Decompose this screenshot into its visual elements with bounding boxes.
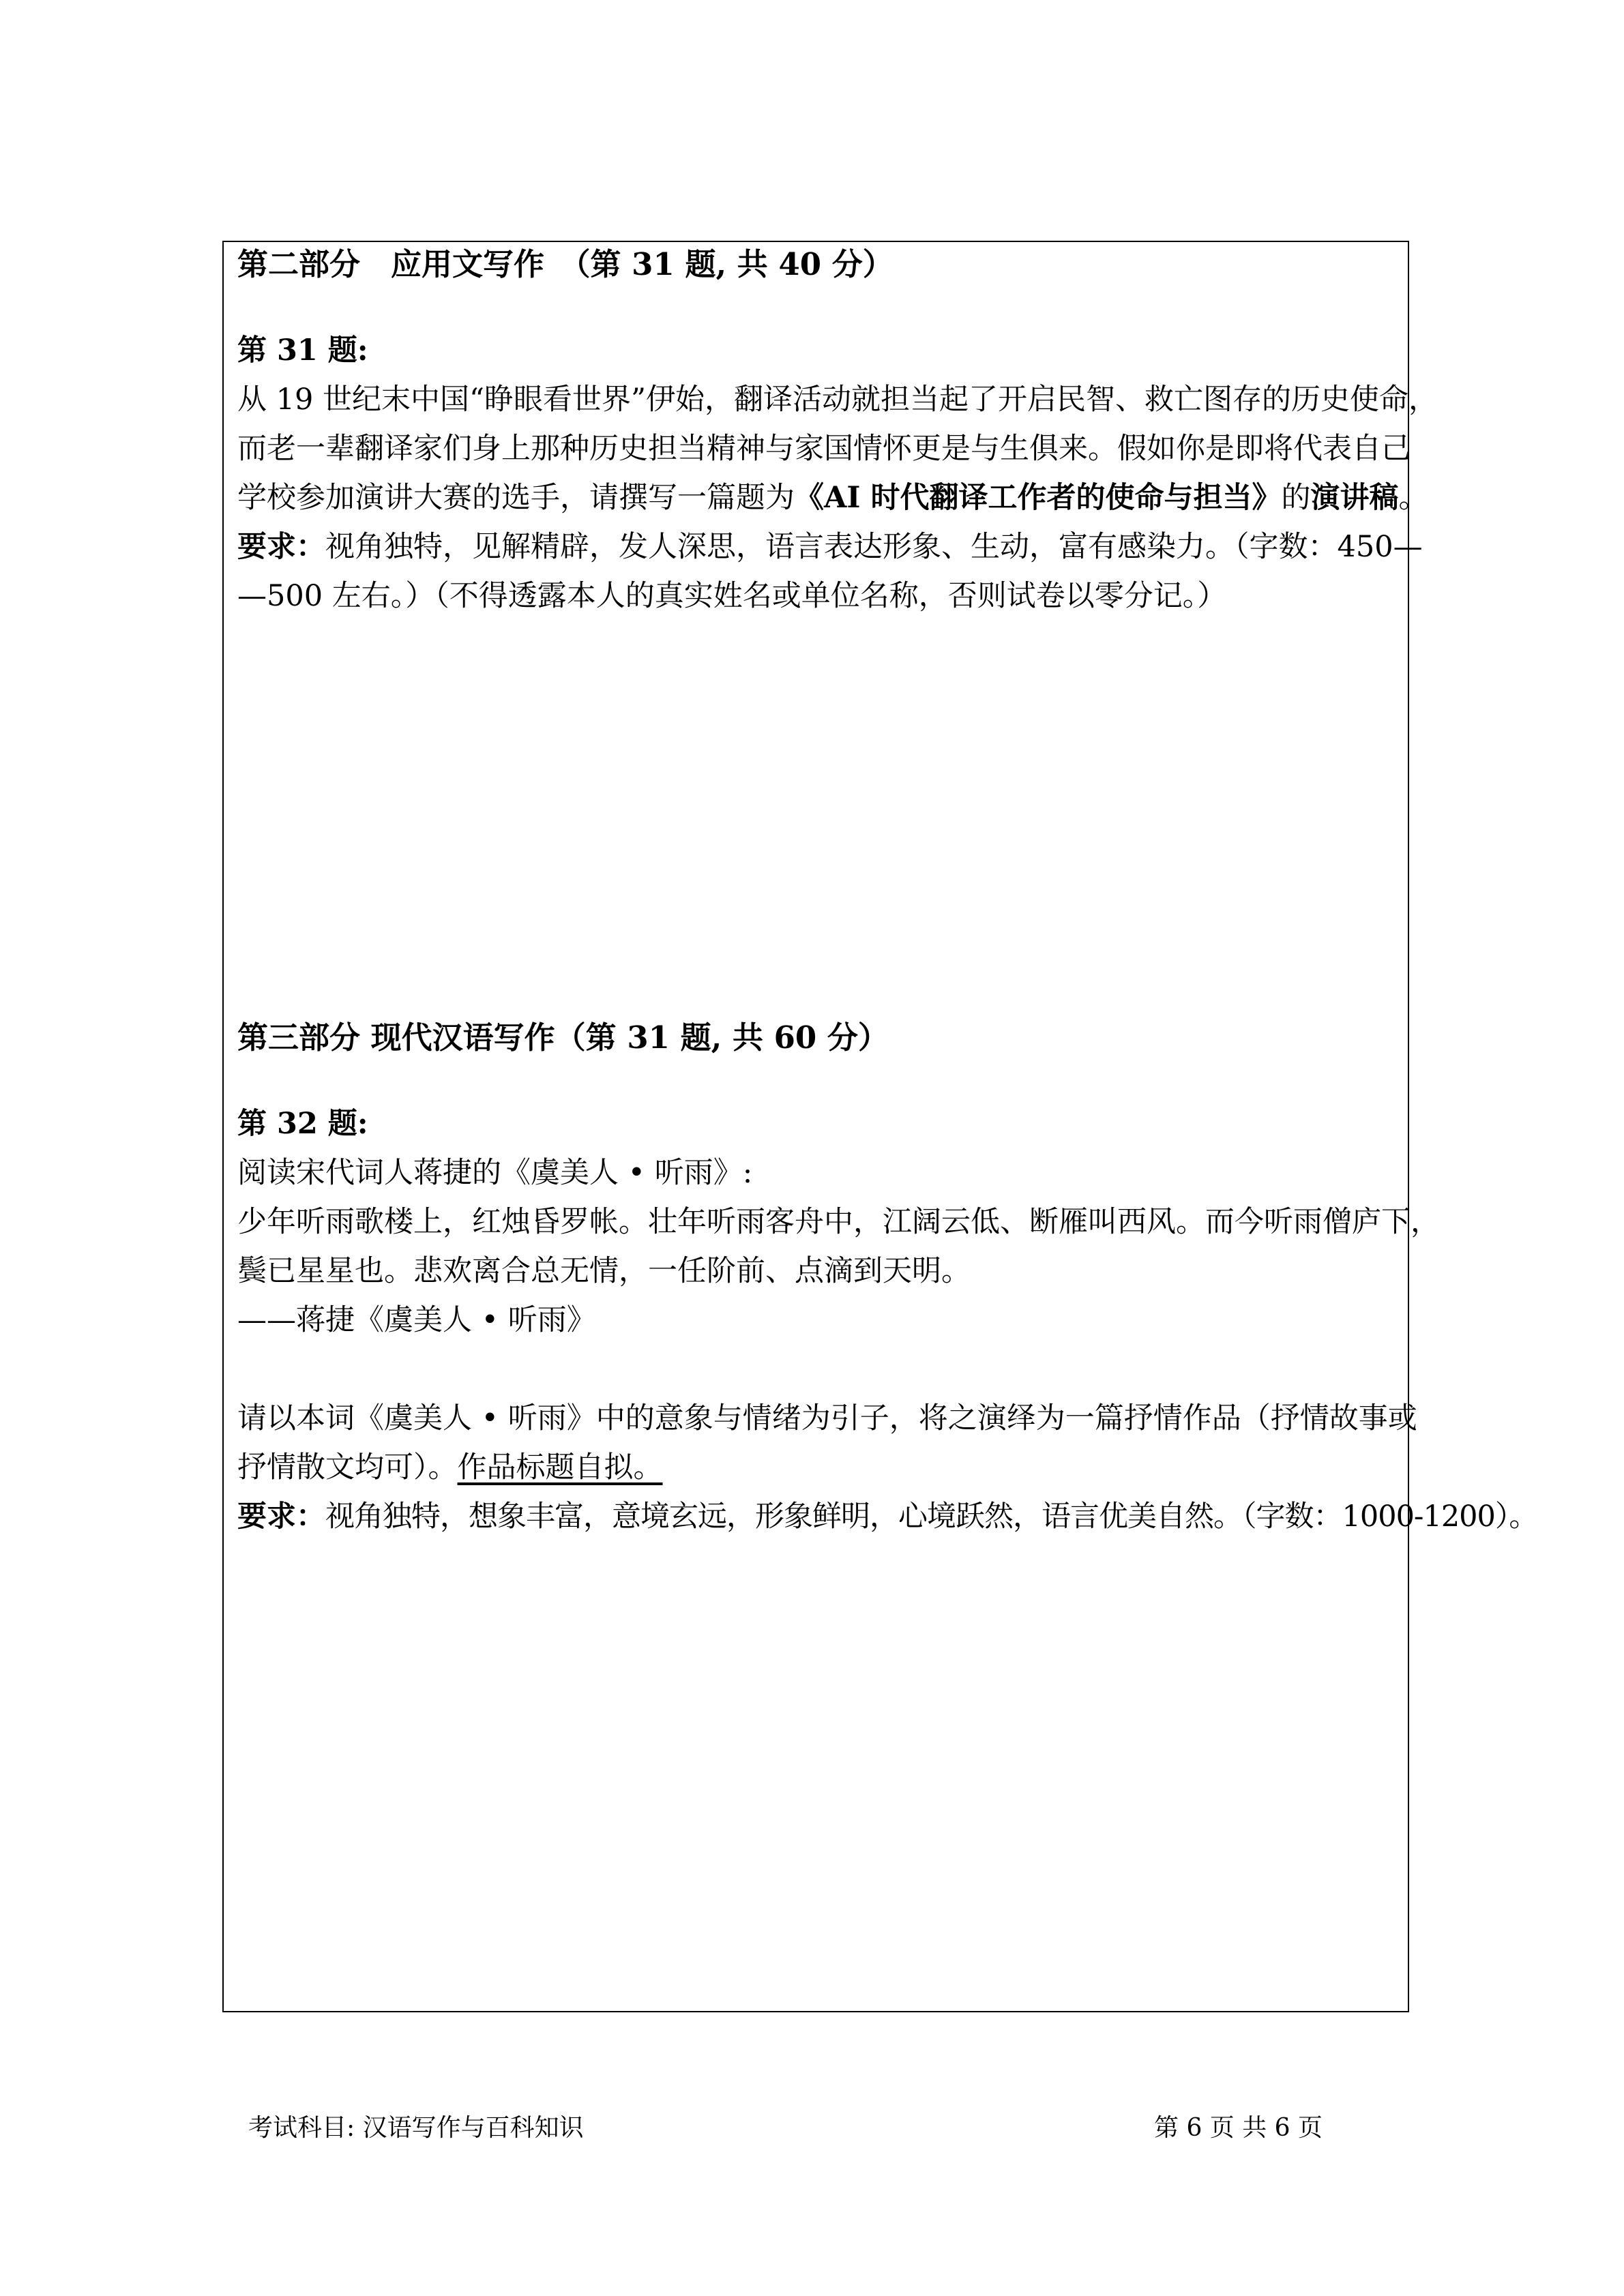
task-line-2	[237, 1443, 1397, 1492]
part2-requirement-line-2: —500 左右。）（不得透露本人的真实姓名或单位名称，否则试卷以零分记。）	[237, 579, 1227, 613]
part2-requirement-label: 要求：	[237, 530, 325, 564]
part3-question	[237, 1099, 1538, 1541]
part3-heading: 第三部分 现代汉语写作（第 31 题, 共 60 分）	[237, 1019, 889, 1056]
part2-heading: 第二部分 应用文写作 （第 31 题, 共 40 分）	[237, 246, 894, 282]
footer-subject: 考试科目: 汉语写作与百科知识	[248, 2114, 584, 2142]
poem-line-2: 鬓已星星也。悲欢离合总无情，一任阶前、点滴到天明。	[237, 1254, 971, 1288]
footer-page-number: 第 6 页 共 6 页	[1154, 2114, 1323, 2142]
poem-attribution: ——蒋捷《虞美人 • 听雨》	[237, 1303, 596, 1337]
part2-line-1: 从 19 世纪末中国“睁眼看世界”伊始，翻译活动就担当起了开启民智、救亡图存的历史使命，	[237, 383, 1438, 417]
poem-line-1: 少年听雨歌楼上，红烛昏罗帐。壮年听雨客舟中，江阔云低、断雁叫西风。而今听雨僧庐下，	[237, 1205, 1440, 1239]
title-note: 作品标题自拟。	[457, 1450, 663, 1485]
part2-line-3-text: 学校参加演讲大赛的选手，请撰写一篇题为	[237, 481, 795, 515]
part3-intro: 阅读宋代词人蒋捷的《虞美人 • 听雨》:	[237, 1156, 753, 1190]
task-line-1: 请以本词《虞美人 • 听雨》中的意象与情绪为引子，将之演绎为一篇抒情作品（抒情故事或	[237, 1401, 1417, 1435]
speech-title: 《AI 时代翻译工作者的使命与担当》	[795, 481, 1282, 515]
question-31-label: 第 31 题:	[237, 333, 368, 368]
part2-line-3	[237, 473, 1428, 522]
part3-requirement-label: 要求：	[237, 1500, 325, 1534]
speech-genre: 演讲稿	[1310, 481, 1399, 515]
part2-line-3-end: 。	[1398, 481, 1428, 515]
part2-line-3-de: 的	[1281, 481, 1311, 515]
part3-requirement-text: 视角独特，想象丰富，意境玄远，形象鲜明，心境跃然，语言优美自然。（字数：1000-1200）。	[325, 1500, 1538, 1534]
part2-requirement-line-1: 视角独特，见解精辟，发人深思，语言表达形象、生动，富有感染力。（字数：450—	[325, 530, 1423, 564]
part2-question	[237, 326, 1438, 621]
part2-requirement	[237, 522, 1423, 571]
question-32-label: 第 32 题:	[237, 1107, 368, 1141]
part3-requirement	[237, 1492, 1538, 1541]
task-line-2-text: 抒情散文均可）。	[237, 1450, 458, 1485]
part2-line-2: 而老一辈翻译家们身上那种历史担当精神与家国情怀更是与生俱来。假如你是即将代表自己	[237, 432, 1411, 466]
spacer	[237, 1345, 1397, 1394]
